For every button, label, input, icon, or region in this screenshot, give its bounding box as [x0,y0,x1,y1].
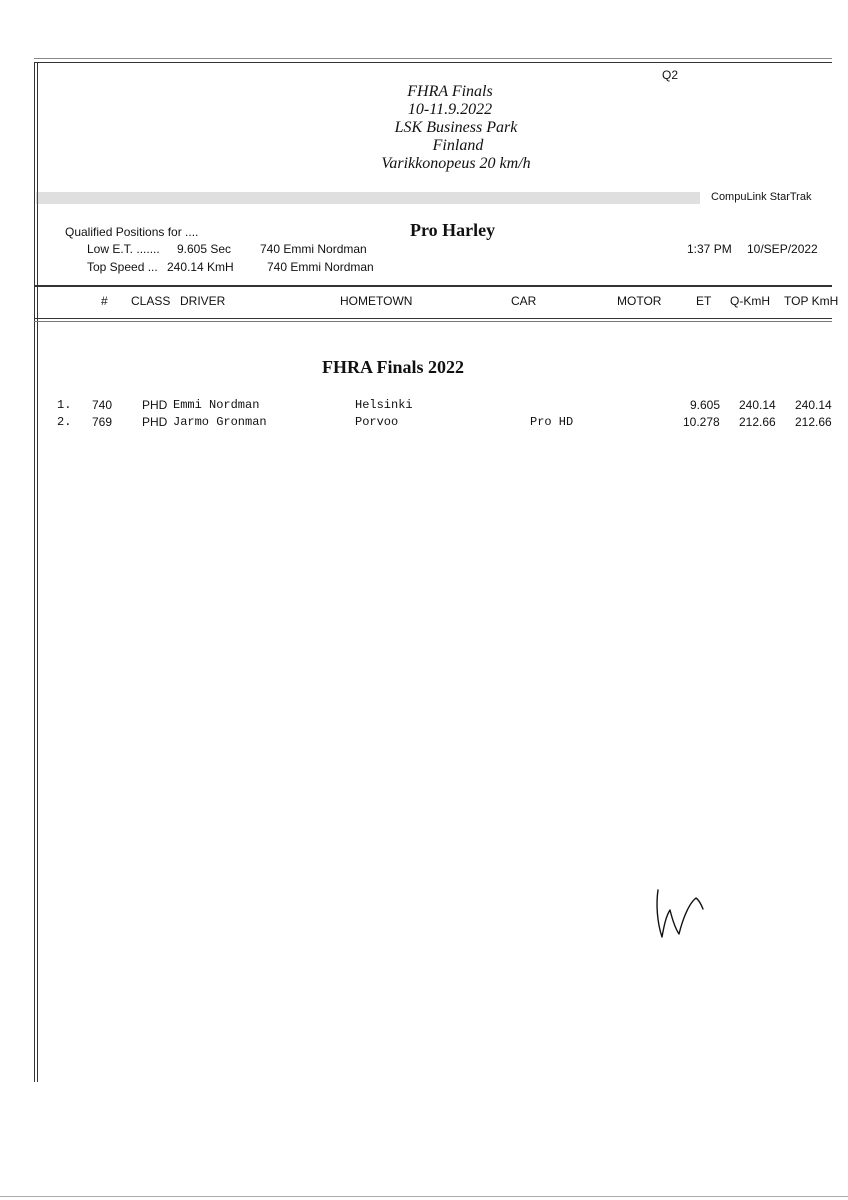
row-pos: 1. [57,398,72,412]
row-pos: 2. [57,415,72,429]
page-left-border-inner [37,62,38,1082]
dither-band [36,192,700,204]
row-qkmh: 212.66 [739,415,776,429]
row-num: 769 [92,415,113,429]
col-motor: MOTOR [617,294,662,308]
col-num: # [101,294,108,308]
top-speed-holder: 740 Emmi Nordman [267,260,374,274]
report-time: 1:37 PM [687,242,732,256]
row-hometown: Helsinki [355,398,413,412]
header-rule-top [34,285,832,287]
event-venue: LSK Business Park [394,119,518,136]
top-speed-value: 240.14 KmH [167,260,234,274]
col-topkmh: TOP KmH [784,294,839,308]
col-car: CAR [511,294,537,308]
row-et: 9.605 [690,398,721,412]
row-num: 740 [92,398,113,412]
col-qkmh: Q-KmH [730,294,770,308]
event-speed-note: Varikkonopeus 20 km/h [381,155,531,172]
page-left-border [34,62,35,1082]
header-rule-bottom-2 [34,321,832,322]
row-class: PHD [142,398,168,412]
low-et-value: 9.605 Sec [177,242,232,256]
row-topkmh: 212.66 [795,415,832,429]
low-et-label: Low E.T. ....... [87,242,160,256]
signature-mark [648,882,708,944]
col-et: ET [696,294,712,308]
event-dates: 10-11.9.2022 [407,101,493,118]
section-title: FHRA Finals 2022 [322,357,465,377]
col-class: CLASS [131,294,171,308]
report-date: 10/SEP/2022 [747,242,818,256]
event-country: Finland [432,137,484,154]
page-bottom-rule [0,1196,848,1197]
row-hometown: Porvoo [355,415,399,429]
row-class: PHD [142,415,168,429]
low-et-holder: 740 Emmi Nordman [260,242,367,256]
col-hometown: HOMETOWN [340,294,413,308]
page-top-rule-2 [34,58,832,59]
session-label: Q2 [662,68,679,82]
row-et: 10.278 [683,415,720,429]
row-driver: Emmi Nordman [173,398,260,412]
row-car: Pro HD [530,415,574,429]
page-top-rule [34,62,832,63]
class-name: Pro Harley [410,220,496,240]
system-label: CompuLink StarTrak [711,191,812,203]
row-driver: Jarmo Gronman [173,415,267,429]
row-qkmh: 240.14 [739,398,776,412]
event-title: FHRA Finals [407,83,493,100]
top-speed-label: Top Speed ... [87,260,158,274]
header-rule-bottom [34,318,832,319]
col-driver: DRIVER [180,294,226,308]
row-topkmh: 240.14 [795,398,832,412]
qualified-title: Qualified Positions for .... [65,225,199,239]
